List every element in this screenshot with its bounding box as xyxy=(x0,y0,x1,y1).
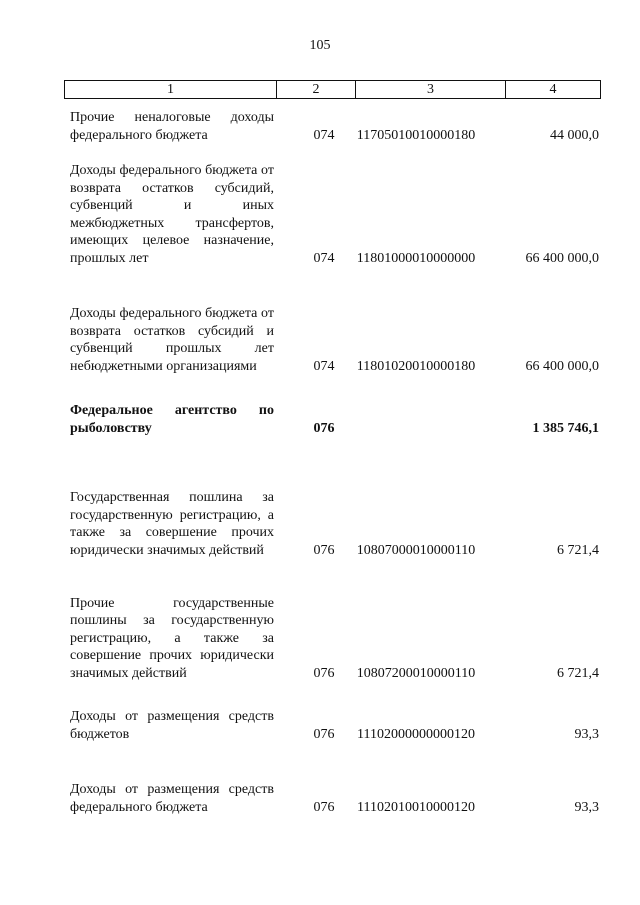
row-ministry-code: 074 xyxy=(313,358,335,374)
row-ministry-code: 076 xyxy=(313,665,335,681)
row-budget-code: 11102010010000120 xyxy=(357,799,475,815)
row-ministry-code: 076 xyxy=(313,726,335,742)
header-col-2: 2 xyxy=(277,81,356,98)
row-description: Государственная пошлина за государственную регистрацию, а также за совершение прочих юридически значимых действий xyxy=(70,490,274,558)
row-description: Доходы от размещения средств бюджетов xyxy=(70,709,274,742)
row-amount: 93,3 xyxy=(574,726,599,742)
row-ministry-code: 074 xyxy=(313,250,335,266)
row-amount: 66 400 000,0 xyxy=(525,358,599,374)
table-row xyxy=(64,451,601,559)
row-description: Доходы федерального бюджета от возврата остатков субсидий и субвенций прошлых лет небюджетными организациями xyxy=(70,306,274,374)
table-row xyxy=(64,285,601,375)
row-amount: 1 385 746,1 xyxy=(532,420,599,436)
table-row xyxy=(64,159,601,267)
row-budget-code: 11705010010000180 xyxy=(356,127,476,143)
row-ministry-code: 076 xyxy=(313,799,335,815)
row-budget-code: 10807200010000110 xyxy=(356,665,476,681)
row-amount: 6 721,4 xyxy=(557,665,599,681)
row-description: Прочие государственные пошлины за государственную регистрацию, а также за совершение прочих юридически значимых действий xyxy=(70,595,274,681)
page-number: 105 xyxy=(309,38,331,53)
row-budget-code: 11801020010000180 xyxy=(356,358,476,374)
row-ministry-code: 076 xyxy=(313,542,335,558)
row-budget-code: 11102000000000120 xyxy=(357,726,475,742)
row-amount: 6 721,4 xyxy=(557,542,599,558)
table-row xyxy=(64,575,601,682)
row-amount: 44 000,0 xyxy=(550,127,599,143)
row-description: Доходы от размещения средств федерального бюджета xyxy=(70,782,274,815)
row-ministry-code: 074 xyxy=(313,127,335,143)
row-description: Федеральное агентство по рыболовству xyxy=(70,403,274,436)
row-budget-code: 10807000010000110 xyxy=(356,542,476,558)
row-amount: 66 400 000,0 xyxy=(525,250,599,266)
row-description: Доходы федерального бюджета от возврата остатков субсидий, субвенций и иных межбюджетных трансфертов, имеющих целевое назначение, прошлых лет xyxy=(70,163,274,266)
row-amount: 93,3 xyxy=(574,799,599,815)
header-col-3: 3 xyxy=(356,81,506,98)
row-ministry-code: 076 xyxy=(313,420,335,436)
header-col-1: 1 xyxy=(65,81,277,98)
table-row xyxy=(64,759,601,816)
row-description: Прочие неналоговые доходы федерального бюджета xyxy=(70,110,274,143)
table-row xyxy=(64,397,601,437)
header-col-4: 4 xyxy=(549,82,557,97)
table-row xyxy=(64,104,601,144)
table-header xyxy=(64,80,601,99)
table-row xyxy=(64,704,601,743)
row-budget-code: 11801000010000000 xyxy=(356,250,476,266)
